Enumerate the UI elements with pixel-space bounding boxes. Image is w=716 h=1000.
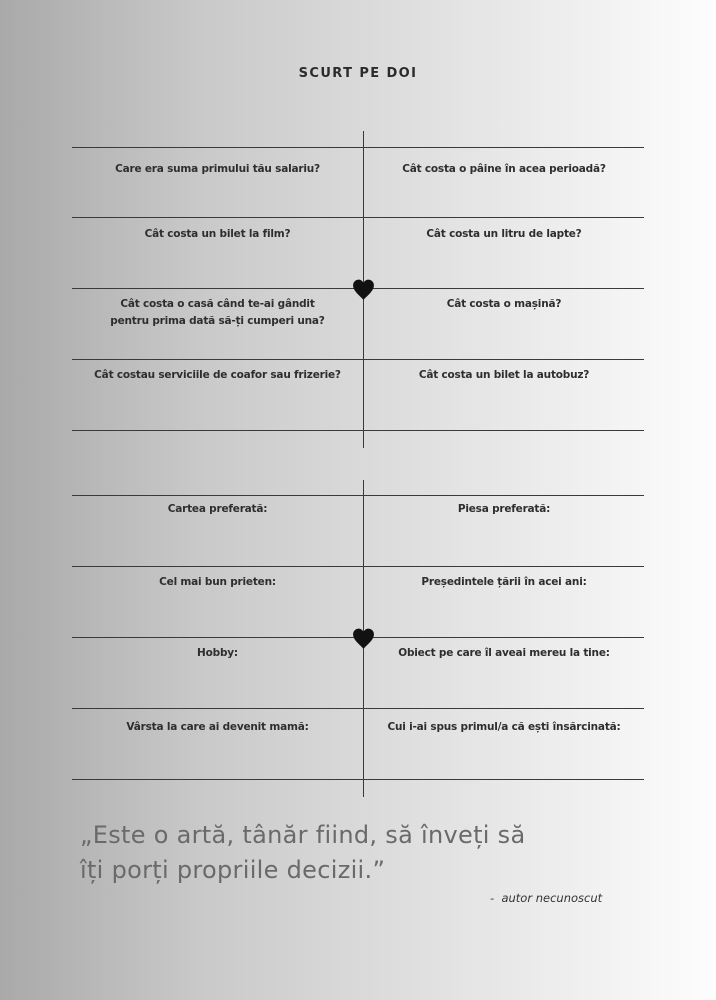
heart-icon: [351, 626, 376, 651]
question-house-price: Cât costa o casă când te-ai gândit pentru prima dată să-ți cumperi una?: [110, 298, 325, 327]
heart-icon: [351, 277, 376, 302]
prompt-pregnancy-news: Cui i-ai spus primul/a că ești însărcinată:: [387, 721, 621, 733]
prompt-age-mother: Vârsta la care ai devenit mamă:: [126, 721, 309, 733]
row-line: [72, 566, 644, 567]
question-salary: Care era suma primului tău salariu?: [115, 163, 320, 175]
row-line: [72, 217, 644, 218]
row-line: [72, 779, 644, 780]
prompt-best-friend: Cel mai bun prieten:: [159, 576, 276, 588]
quote-line-1: „Este o artă, tânăr fiind, să înveți să: [80, 821, 526, 849]
question-milk-price: Cât costa un litru de lapte?: [426, 228, 582, 240]
page-title: SCURT PE DOI: [298, 66, 418, 81]
prompt-hobby: Hobby:: [197, 647, 238, 659]
quote-author: - autor necunoscut: [490, 891, 603, 905]
prompt-favorite-book: Cartea preferată:: [167, 503, 268, 515]
row-line: [72, 495, 644, 496]
prompt-favorite-object: Obiect pe care îl aveai mereu la tine:: [398, 647, 610, 659]
quote-text: [80, 818, 640, 888]
row-line: [72, 359, 644, 360]
question-car-price: Cât costa o mașină?: [446, 298, 562, 310]
prompt-president: Președintele țării în acei ani:: [421, 576, 587, 588]
question-bus-ticket: Cât costa un bilet la autobuz?: [418, 369, 590, 381]
row-line: [72, 147, 644, 148]
row-line: [72, 430, 644, 431]
question-bread-price: Cât costa o pâine în acea perioadă?: [402, 163, 606, 175]
quote-line-2: îți porți propriile decizii.”: [80, 856, 386, 884]
prompt-favorite-song: Piesa preferată:: [457, 503, 551, 515]
row-line: [72, 708, 644, 709]
question-movie-ticket: Cât costa un bilet la film?: [144, 228, 291, 240]
question-hairdresser: Cât costau serviciile de coafor sau frizerie?: [94, 369, 341, 381]
